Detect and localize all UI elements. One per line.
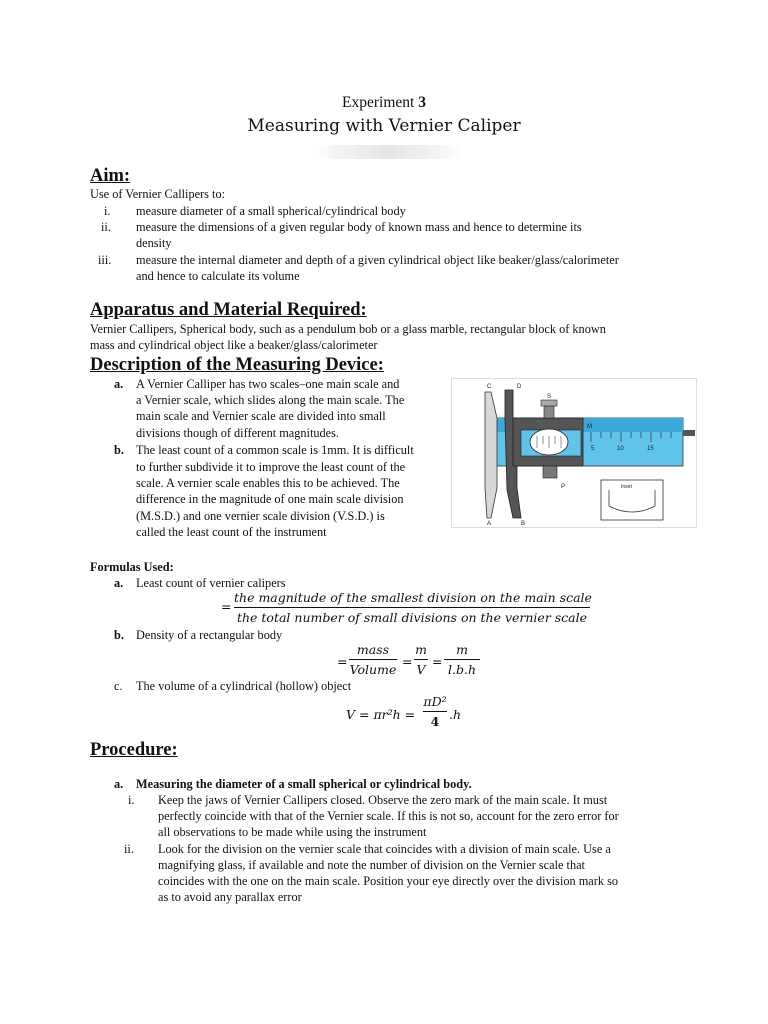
description-item-b-marker: b. [114,443,124,457]
description-heading: Description of the Measuring Device: [90,355,384,375]
aim-item-2-line-1: measure the dimensions of a given regular body of known mass and hence to determine its [136,220,582,234]
description-item-a-marker: a. [114,377,124,391]
formula-a-label: Least count of vernier calipers [136,576,286,590]
formula-c-tail: .h [449,707,462,722]
formula-c-numerator: πD² [423,694,447,709]
formula-b-equals-1: = [337,654,348,669]
formula-b-equals-3: = [432,654,443,669]
formula-b-fraction-2 [414,642,428,677]
depth-rod [683,430,695,436]
aim-item-1-line-1: measure diameter of a small spherical/cylindrical body [136,204,406,218]
apparatus-heading: Apparatus and Material Required: [90,300,367,320]
description-item-b-line-3: scale. A vernier scale enables this to be achieved. The [136,476,400,490]
inset-box [601,480,663,520]
label-p: P [561,484,566,490]
description-item-b-line-6: called the least count of the instrument [136,525,327,539]
formula-b-numerator-1: mass [356,642,390,657]
tick-label-10: 10 [617,446,624,452]
procedure-heading: Procedure: [90,740,178,760]
fraction-bar [414,659,428,660]
formula-b-fraction-1 [349,642,397,677]
experiment-number: 3 [418,94,426,111]
formula-a-numerator: the magnitude of the smallest division on the main scale [234,590,592,605]
aim-item-2-line-2: density [136,236,172,250]
formula-b-denominator-3: l.b.h [448,662,476,677]
description-item-b-line-5: (M.S.D.) and one vernier scale division (V.S.D.) is [136,509,385,523]
formula-c-denominator: 4 [430,714,440,729]
vernier-caliper-figure [451,378,697,528]
fraction-bar [234,607,590,608]
aim-intro: Use of Vernier Callipers to: [90,187,226,201]
label-c: C [487,384,492,390]
locking-screw [544,406,554,418]
procedure-step-1-line-2: perfectly coincide with that of the Vernier scale. If this is not so, account for the zero error for [158,809,619,823]
label-s: S [547,394,552,400]
description-item-a-line-2: a Vernier scale, which slides along the main scale. The [136,393,405,407]
procedure-sub-heading: Measuring the diameter of a small spherical or cylindrical body. [136,777,472,791]
fraction-bar [444,659,480,660]
thumb-wheel [543,466,557,478]
aim-item-1-marker: i. [104,204,111,218]
description-item-b-line-4: difference in the magnitude of one main scale division [136,492,404,506]
tick-label-15: 15 [647,446,654,452]
procedure-step-2-line-2: magnifying glass, if available and note the number of division on the Vernier scale that [158,858,585,872]
formula-a-equals: = [221,599,232,614]
apparatus-line-2: mass and cylindrical object like a beaker/glass/calorimeter [90,338,378,352]
formula-b-equals-2: = [402,654,413,669]
aim-item-3-line-1: measure the internal diameter and depth of a given cylindrical object like beaker/glass/calorimeter [136,253,619,267]
page-title: Measuring with Vernier Caliper [247,116,521,136]
experiment-label [0,94,768,112]
formula-b-marker: b. [114,628,124,642]
description-item-a-line-1: A Vernier Calliper has two scales–one main scale and [136,377,400,391]
label-m: M [587,424,592,430]
procedure-step-1-marker: i. [128,793,135,807]
procedure-step-1-line-1: Keep the jaws of Vernier Callipers closed. Observe the zero mark of the main scale. It must [158,793,608,807]
vernier-caliper-diagram [451,378,697,528]
label-d: D [517,384,522,390]
formula-c-label: The volume of a cylindrical (hollow) object [136,679,352,693]
procedure-step-2-marker: ii. [124,842,134,856]
formula-b-denominator-2: V [416,662,426,677]
description-item-b-line-1: The least count of a common scale is 1mm. It is difficult [136,443,414,457]
aim-item-3-marker: iii. [98,253,112,267]
experiment-prefix: Experiment [342,94,415,111]
label-b: B [521,521,526,527]
label-a: A [487,521,492,527]
aim-item-2-marker: ii. [101,220,111,234]
formula-b-numerator-3: m [456,642,468,657]
scan-smudge [308,145,468,159]
description-item-a-line-4: divisions though of different magnitudes. [136,426,339,440]
aim-item-3-line-2: and hence to calculate its volume [136,269,300,283]
description-item-a-line-3: main scale and Vernier scale are divided into small [136,409,386,423]
formula-b-label: Density of a rectangular body [136,628,283,642]
formulas-heading: Formulas Used: [90,560,174,574]
procedure-step-1-line-3: all observations to be made while using the instrument [158,825,427,839]
formula-c-fraction [423,694,447,729]
procedure-step-2-line-1: Look for the division on the vernier scale that coincides with a division of main scale. Use a [158,842,611,856]
formula-c-lhs: V = πr²h = [346,707,416,722]
formula-a-denominator: the total number of small divisions on the vernier scale [236,610,588,625]
formula-a-marker: a. [114,576,124,590]
aim-heading: Aim: [90,166,131,186]
formula-a-fraction [234,590,590,625]
procedure-step-2-line-4: as to avoid any parallax error [158,890,302,904]
inset-label: Inset [621,484,632,490]
screw-head [541,400,557,406]
procedure-step-2-line-3: coincides with the one on the main scale. Position your eye directly over the division mark so [158,874,619,888]
description-item-b-line-2: to further subdivide it to improve the least count of the [136,460,406,474]
fraction-bar [423,711,447,712]
tick-label-5: 5 [591,446,595,452]
fraction-bar [349,659,397,660]
formula-b-denominator-1: Volume [349,662,397,677]
formula-b-fraction-3 [444,642,480,677]
procedure-sub-marker: a. [114,777,124,791]
apparatus-line-1: Vernier Callipers, Spherical body, such as a pendulum bob or a glass marble, rectangular block of known [90,322,606,336]
formula-b-numerator-2: m [415,642,427,657]
formula-c-marker: c. [114,679,123,693]
